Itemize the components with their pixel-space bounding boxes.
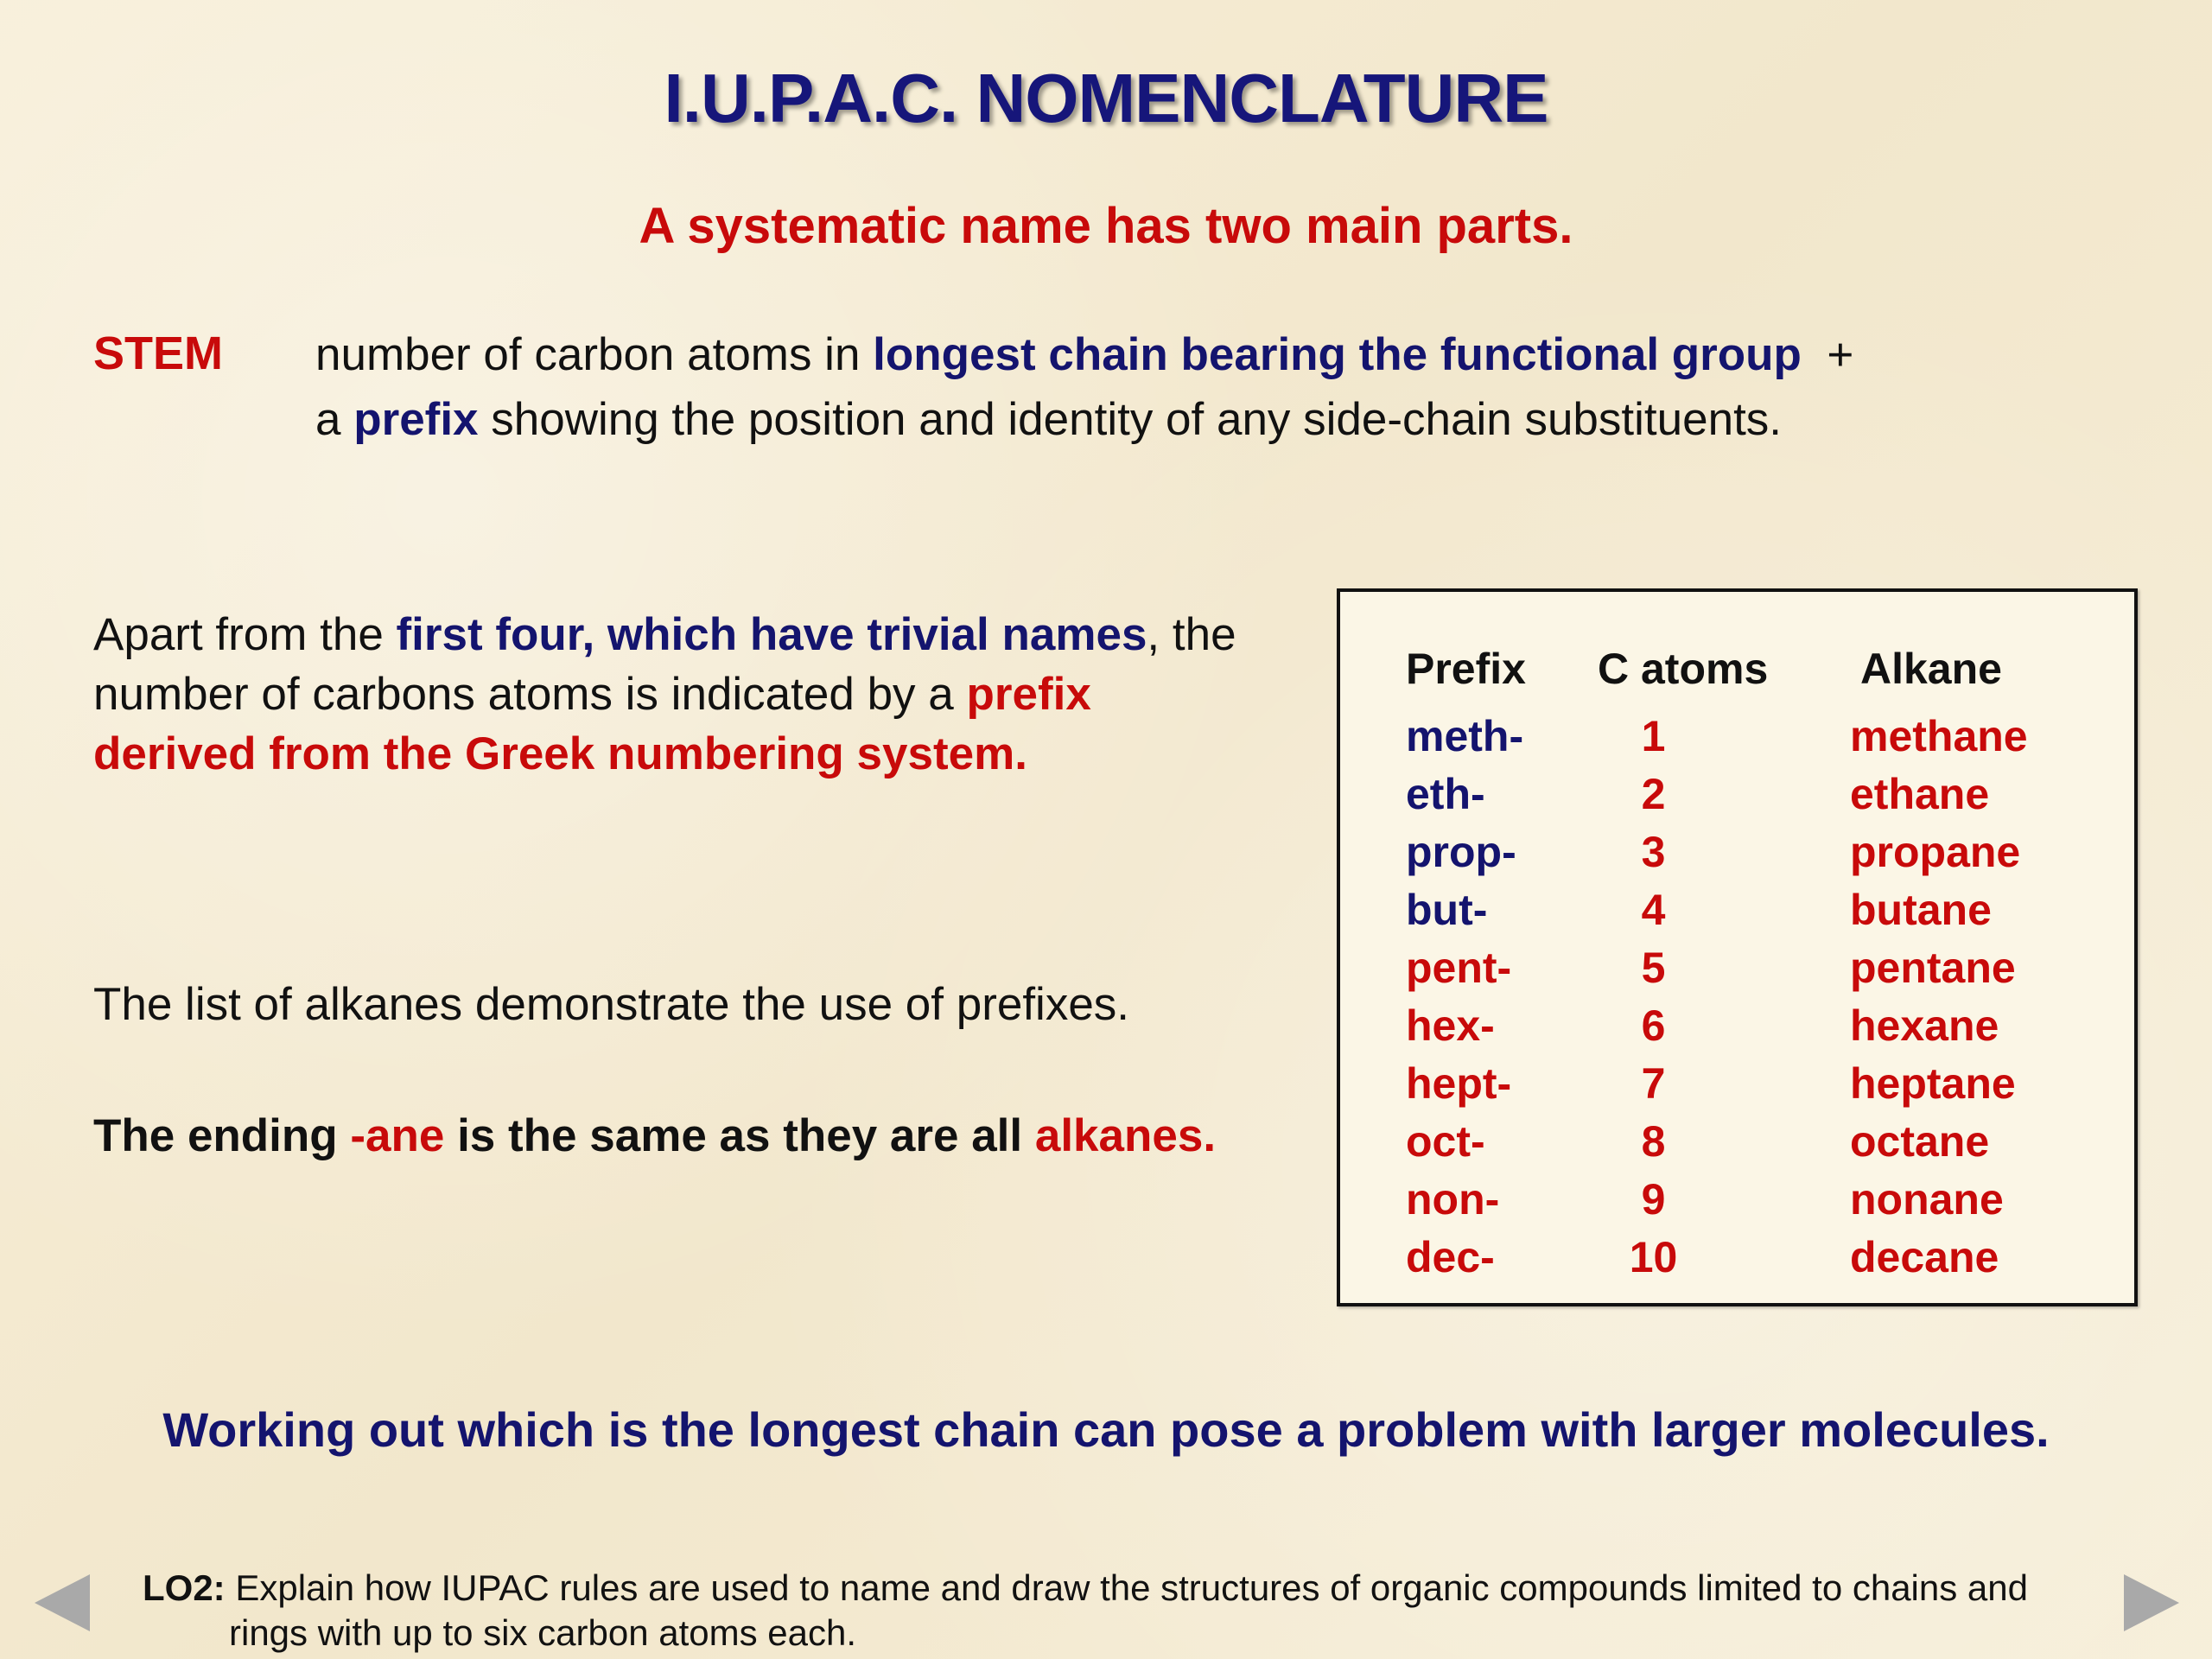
header-c-atoms: C atoms xyxy=(1598,645,1769,693)
carbon-count-cell: 9 xyxy=(1641,1175,1666,1224)
carbon-count-cell: 8 xyxy=(1641,1117,1666,1166)
stem-plus: + xyxy=(1801,329,1854,380)
prefix-cell: non- xyxy=(1406,1175,1500,1224)
subtitle: A systematic name has two main parts. xyxy=(639,198,1573,254)
header-alkane: Alkane xyxy=(1860,645,2002,693)
paragraph-text: Apart from the xyxy=(93,609,397,660)
prefix-highlight: prefix xyxy=(353,394,479,445)
stem-text: showing the position and identity of any side-chain substituents. xyxy=(478,394,1783,445)
alkanes-highlight: alkanes. xyxy=(1034,1110,1217,1161)
carbon-count-cell: 6 xyxy=(1641,1001,1666,1050)
alkane-cell: decane xyxy=(1850,1233,1999,1281)
alkane-cell: ethane xyxy=(1850,770,1990,818)
carbon-count-cell: 3 xyxy=(1641,828,1666,876)
stem-definition-line-1 xyxy=(315,328,1853,381)
ending-paragraph xyxy=(93,1106,1217,1166)
prefix-cell: oct- xyxy=(1406,1117,1485,1166)
carbon-count-cell: 1 xyxy=(1641,712,1666,760)
stem-label: STEM xyxy=(93,327,224,379)
alkane-cell: octane xyxy=(1850,1117,1990,1166)
prefix-cell: but- xyxy=(1406,886,1488,934)
carbon-count-cell: 5 xyxy=(1641,944,1666,992)
triangle-right-icon[interactable] xyxy=(2124,1574,2179,1631)
alkane-cell: pentane xyxy=(1850,944,2016,992)
carbon-count-cell: 10 xyxy=(1629,1233,1678,1281)
learning-objective-line-2: rings with up to six carbon atoms each. xyxy=(229,1612,857,1653)
carbon-count-cell: 7 xyxy=(1641,1059,1666,1108)
paragraph-text: The ending xyxy=(93,1110,351,1161)
stem-highlight: longest chain bearing the functional group xyxy=(873,329,1802,380)
alkane-list-text: The list of alkanes demonstrate the use of prefixes. xyxy=(93,979,1130,1030)
prefix-cell: eth- xyxy=(1406,770,1485,818)
learning-objective-line-1 xyxy=(143,1566,2087,1611)
prefix-cell: prop- xyxy=(1406,828,1516,876)
paragraph-text: , the number of carbons atoms is indicated by a xyxy=(93,609,1236,720)
trivial-names-paragraph xyxy=(93,605,1251,784)
paragraph-text: is the same as they are all xyxy=(444,1110,1035,1161)
lo-text: Explain how IUPAC rules are used to name and draw the structures of organic compounds limited to chains and xyxy=(225,1567,2028,1608)
alkane-cell: butane xyxy=(1850,886,1992,934)
stem-text: number of carbon atoms in xyxy=(315,329,874,380)
alkane-cell: hexane xyxy=(1850,1001,1999,1050)
stem-definition-line-2 xyxy=(315,393,1782,446)
header-prefix: Prefix xyxy=(1406,645,1526,693)
triangle-left-icon[interactable] xyxy=(35,1574,90,1631)
prefix-cell: pent- xyxy=(1406,944,1512,992)
prefix-cell: hex- xyxy=(1406,1001,1495,1050)
alkane-cell: propane xyxy=(1850,828,2021,876)
carbon-count-cell: 2 xyxy=(1641,770,1666,818)
longest-chain-note: Working out which is the longest chain can pose a problem with larger molecules. xyxy=(162,1402,2050,1457)
ane-highlight: -ane xyxy=(350,1110,445,1161)
prefix-cell: meth- xyxy=(1406,712,1524,760)
stem-text: a xyxy=(315,394,354,445)
trivial-names-highlight: first four, which have trivial names xyxy=(396,609,1147,660)
learning-objective xyxy=(143,1566,2087,1656)
alkane-cell: heptane xyxy=(1850,1059,2016,1108)
greek-prefix-highlight: prefix derived from the Greek numbering system. xyxy=(93,669,1091,779)
alkane-cell: nonane xyxy=(1850,1175,2004,1224)
carbon-count-cell: 4 xyxy=(1641,886,1666,934)
prefix-cell: hept- xyxy=(1406,1059,1512,1108)
page-title: I.U.P.A.C. NOMENCLATURE xyxy=(664,60,1548,137)
prefix-cell: dec- xyxy=(1406,1233,1495,1281)
lo-label: LO2: xyxy=(143,1567,226,1608)
alkane-cell: methane xyxy=(1850,712,2028,760)
alkane-prefix-table xyxy=(1337,588,2138,1306)
